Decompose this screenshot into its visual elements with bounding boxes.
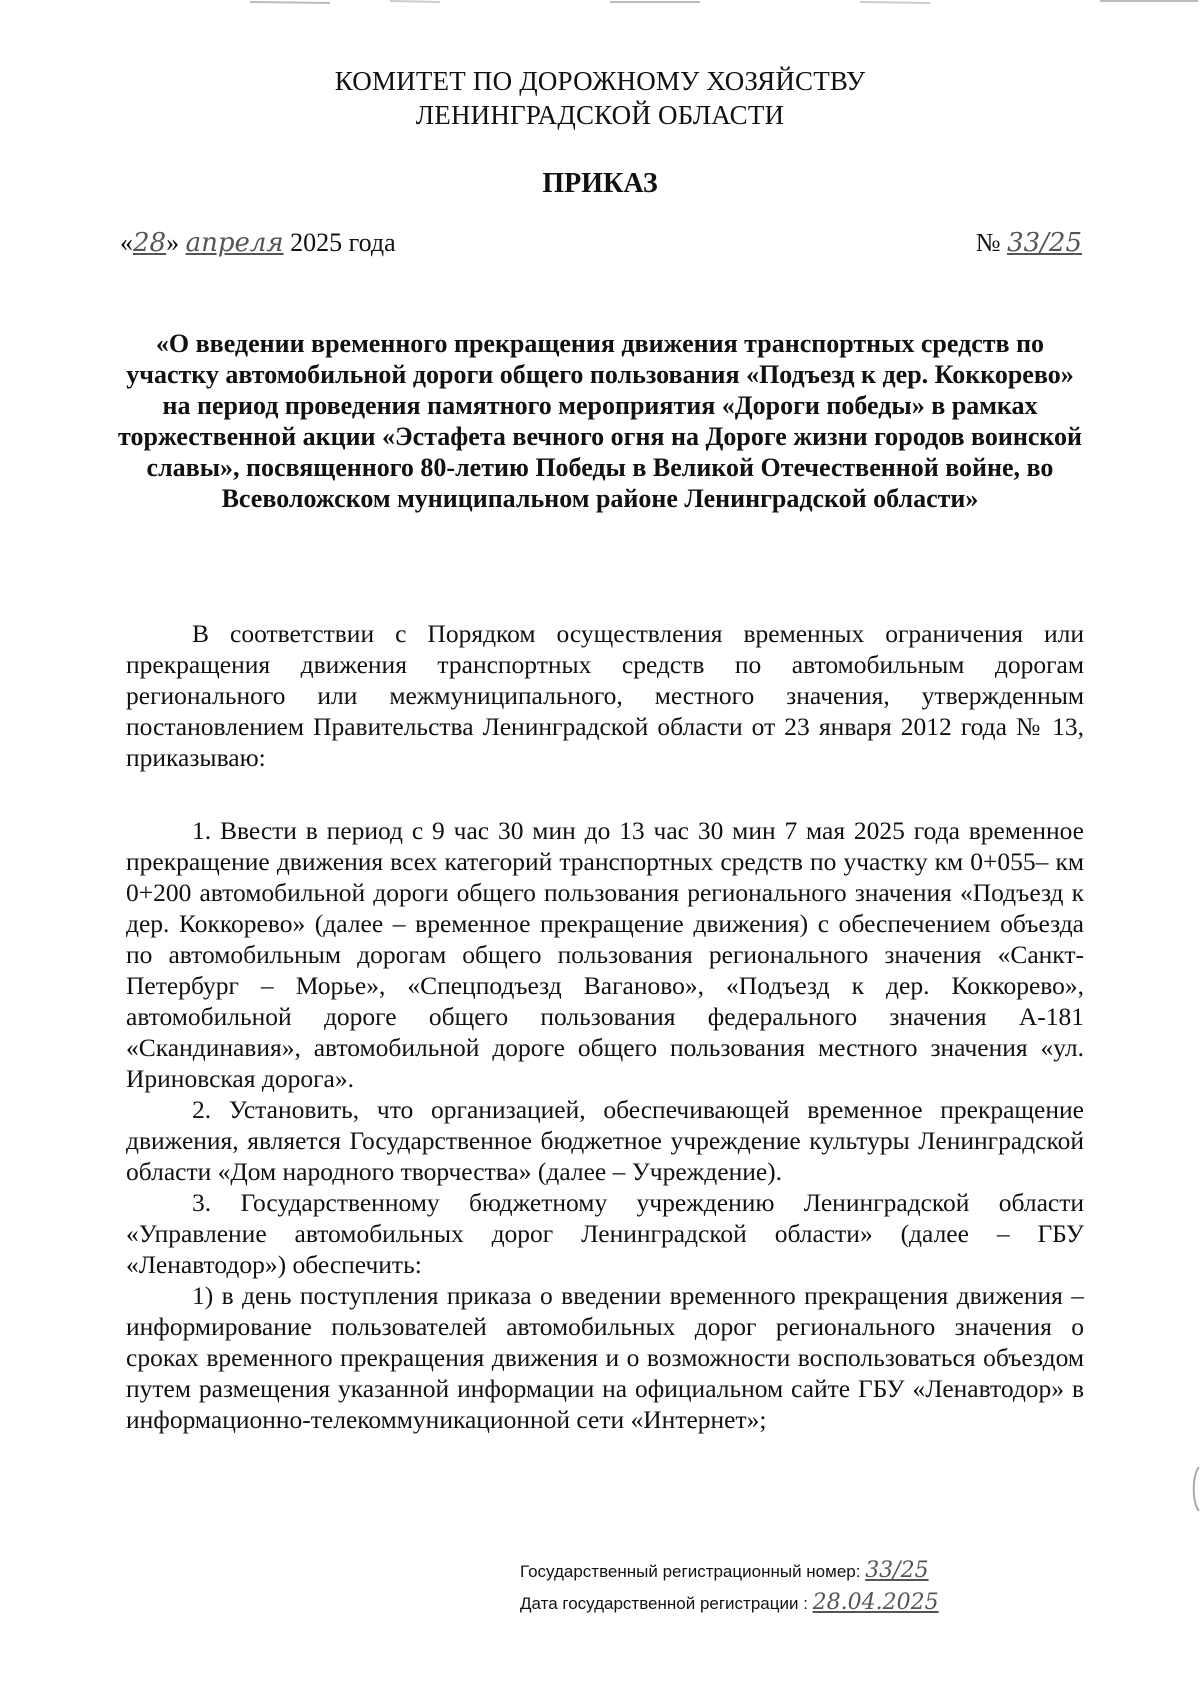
date-month-handwritten: апреля xyxy=(185,228,284,258)
registration-number-handwritten: 33/25 xyxy=(865,1558,929,1583)
registration-number-label: Государственный регистрационный номер: xyxy=(520,1562,861,1581)
order-item-3: 3. Государственному бюджетному учреждению Ленинградской области «Управление автомобильных дорог Ленинградской области» (далее – ГБУ «Ленавтодор») обеспечить: xyxy=(126,1188,1084,1279)
scan-edge-marks xyxy=(0,0,1200,14)
order-item-2: 2. Установить, что организацией, обеспечивающей временное прекращение движения, является Государственное бюджетное учреждение культуры Ленинградской области «Дом народного творчества» (далее – Учреждение). xyxy=(126,1095,1084,1186)
order-item-3-sub-1: 1) в день поступления приказа о введении временного прекращения движения – информирование пользователей автомобильных дорог регионального значения о сроках временного прекращения движения и о возможности воспользоваться объездом путем размещения указанной информации на официальном сайте ГБУ «Ленавтодор» в информационно-телекоммуникационной сети «Интернет»; xyxy=(126,1281,1084,1434)
registration-date-handwritten: 28.04.2025 xyxy=(812,1590,939,1615)
document-type: ПРИКАЗ xyxy=(542,168,658,199)
date-year: 2025 года xyxy=(290,228,396,257)
preamble-text: В соответствии с Порядком осуществления временных ограничения или прекращения движения транспортных средств по автомобильным дорогам регионального или межмуниципального, местного значения, утвержденным постановлением Правительства Ленинградской области от 23 января 2012 года № 13, приказываю: xyxy=(126,619,1084,772)
scan-edge-mark-right xyxy=(1190,1465,1200,1513)
registration-number xyxy=(520,1558,995,1583)
date-day-handwritten: 28 xyxy=(133,228,167,258)
order-title: «О введении временного прекращения движения транспортных средств по участку автомобильной дороги общего пользования «Подъезд к дер. Коккорево» на период проведения памятного мероприятия «Дороги победы» в рамках торжественной акции «Эстафета вечного огня на Дороге жизни городов воинской славы», посвященного 80-летию Победы в Великой Отечественной войне, во Всеволожском муниципальном районе Ленинградской области» xyxy=(118,329,1082,513)
order-number xyxy=(976,228,1082,258)
preamble xyxy=(126,618,1084,773)
org-name-line2: ЛЕНИНГРАДСКОЙ ОБЛАСТИ xyxy=(415,100,785,130)
number-handwritten: 33/25 xyxy=(1007,228,1082,258)
order-item-1: 1. Ввести в период с 9 час 30 мин до 13 час 30 мин 7 мая 2025 года временное прекращение движения всех категорий транспортных средств по участку км 0+055– км 0+200 автомобильной дороги общего пользования регионального значения «Подъезд к дер. Коккорево» (далее – временное прекращение движения) с обеспечением объезда по автомобильным дорогам общего пользования регионального значения «Санкт-Петербург – Морье», «Спецподъезд Ваганово», «Подъезд к дер. Коккорево», автомобильной дороге общего пользования федерального значения А-181 «Скандинавия», автомобильной дороге общего пользования местного значения «ул. Ириновская дорога». xyxy=(126,816,1084,1093)
number-prefix: № xyxy=(975,228,1001,257)
date-open-quote: « xyxy=(120,228,133,257)
registration-date-label: Дата государственной регистрации : xyxy=(520,1594,808,1613)
order-date xyxy=(120,228,396,258)
org-name-line1: КОМИТЕТ ПО ДОРОЖНОМУ ХОЗЯЙСТВУ xyxy=(334,66,866,96)
date-close-quote: » xyxy=(166,228,180,257)
registration-date xyxy=(520,1590,943,1615)
order-items xyxy=(126,815,1084,1435)
